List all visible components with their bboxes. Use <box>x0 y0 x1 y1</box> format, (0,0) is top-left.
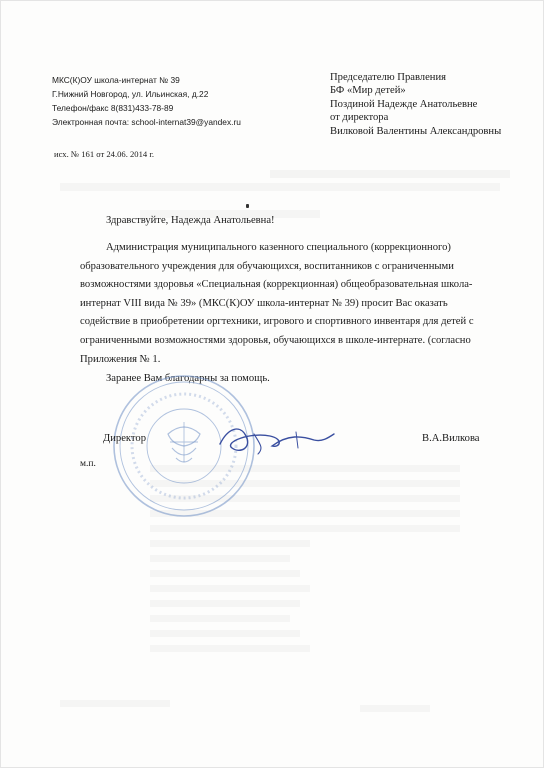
outgoing-reference: исх. № 161 от 24.06. 2014 г. <box>54 149 155 159</box>
sender-address: Г.Нижний Новгород, ул. Ильинская, д.22 <box>52 89 209 99</box>
letter-body-text: Администрация муниципального казенного специального (коррекционного) образовательного учреждения для обучающихся, воспитанников с ограниченными возможностями здоровья «Специальная (коррекционная) общеобразовательная школа-интернат VIII вида № 39» (МКС(К)ОУ школа-интернат № 39) просит Вас оказать содействие в приобретении оргтехники, игрового и спортивного инвентаря для детей с ограниченными возможностями здоровья, обучающихся в школе-интернате. (согласно Приложения № 1. <box>80 242 474 365</box>
sender-email: Электронная почта: school-internat39@yandex.ru <box>52 117 241 127</box>
recipient-line-5: Вилковой Валентины Александровны <box>330 125 502 137</box>
signatory-title: Директор <box>103 433 146 444</box>
thanks-line: Заранее Вам благодарны за помощь. <box>106 373 270 384</box>
ink-dot <box>246 204 249 208</box>
greeting: Здравствуйте, Надежда Анатольевна! <box>106 215 275 226</box>
recipient-block <box>330 71 501 138</box>
sender-phone: Телефон/факс 8(831)433-78-89 <box>52 103 174 113</box>
recipient-line-3: Поздиной Надежде Анатольевне <box>330 98 478 110</box>
signatory-name: В.А.Вилкова <box>422 433 480 444</box>
recipient-line-4: от директора <box>330 112 389 124</box>
sender-org: МКС(К)ОУ школа-интернат № 39 <box>52 75 180 85</box>
seal-place-label: м.п. <box>80 459 96 469</box>
sender-block <box>52 73 241 129</box>
recipient-line-2: БФ «Мир детей» <box>330 85 406 97</box>
letter-body <box>80 239 500 369</box>
recipient-line-1: Председателю Правления <box>330 72 447 83</box>
director-signature <box>210 414 340 464</box>
